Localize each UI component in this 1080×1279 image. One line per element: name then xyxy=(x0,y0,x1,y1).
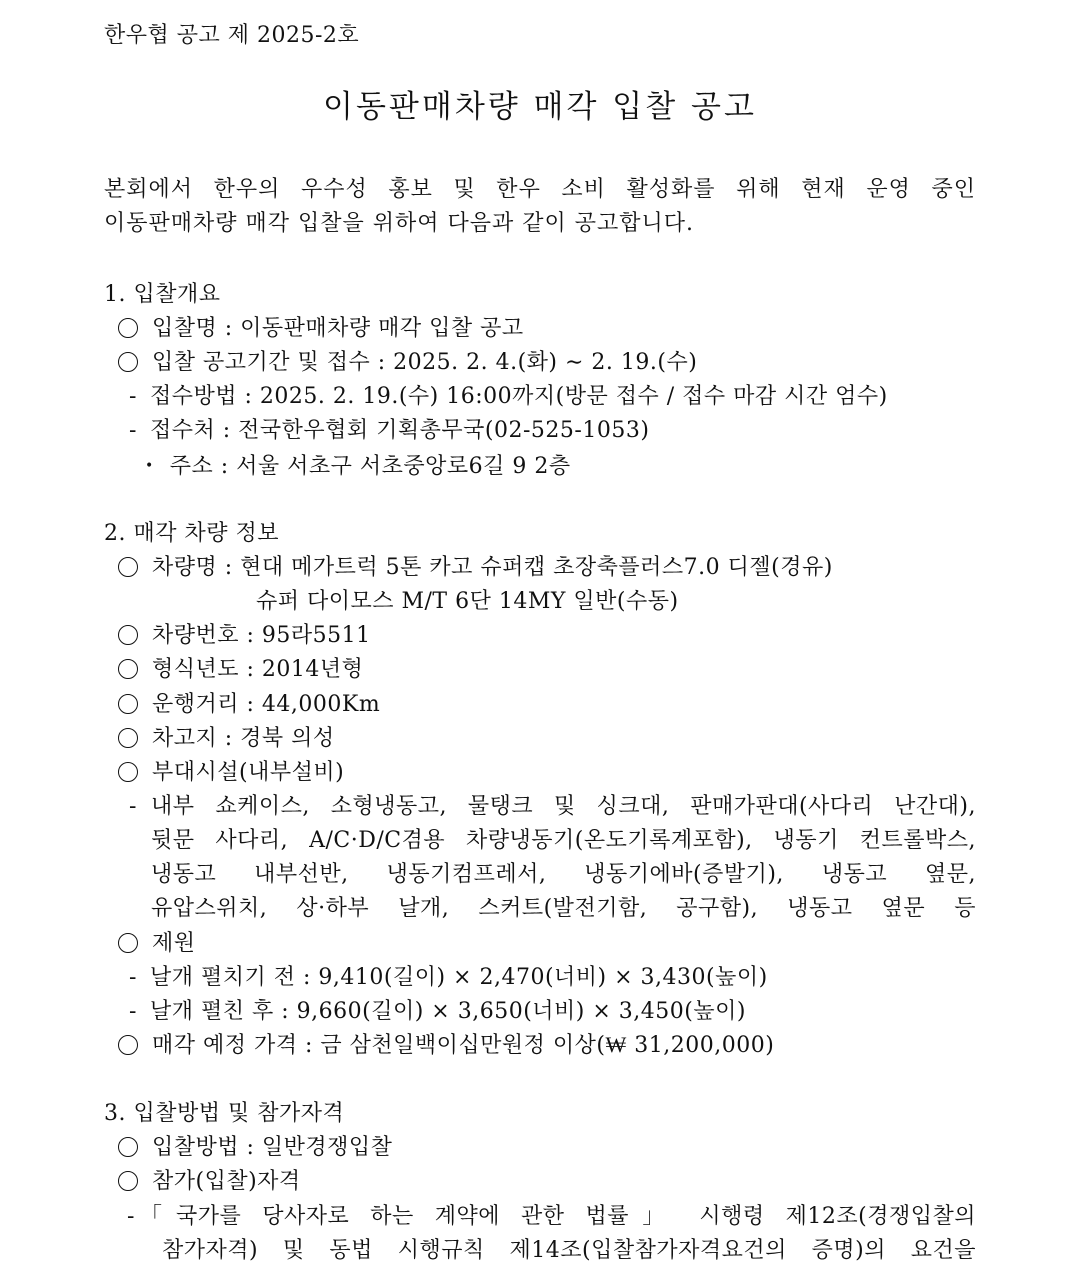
list-item: - 접수처 : 전국한우협회 기획총무국(02-525-1053) xyxy=(126,416,649,446)
list-item-continuation: 슈퍼 다이모스 M/T 6단 14MY 일반(수동) xyxy=(256,589,679,614)
list-item: 차고지 : 경북 의성 xyxy=(116,724,335,754)
circle-bullet-icon xyxy=(118,762,138,782)
intro-line-2: 이동판매차량 매각 입찰을 위하여 다음과 같이 공고합니다. xyxy=(104,211,695,236)
equipment-line-4: 유압스위치, 상·하부 날개, 스커트(발전기함, 공구함), 냉동고 옆문 등 xyxy=(151,896,976,921)
list-item: 운행거리 : 44,000Km xyxy=(116,690,380,720)
list-item: 제원 xyxy=(116,929,196,959)
circle-bullet-icon xyxy=(118,557,138,577)
equipment-line-1: 내부 쇼케이스, 소형냉동고, 물탱크 및 싱크대, 판매가판대(사다리 난간대), xyxy=(151,794,976,819)
dash-bullet-icon: - xyxy=(129,794,137,819)
circle-bullet-icon xyxy=(118,659,138,679)
list-item xyxy=(126,792,150,822)
list-item: 입찰 공고기간 및 접수 : 2025. 2. 4.(화) ∼ 2. 19.(수) xyxy=(116,348,697,378)
list-item: 입찰방법 : 일반경쟁입찰 xyxy=(116,1133,392,1163)
dash-bullet-icon: - xyxy=(129,965,137,990)
circle-bullet-icon xyxy=(118,728,138,748)
list-item: - 날개 펼치기 전 : 9,410(길이) × 2,470(너비) × 3,430(높이) xyxy=(126,963,768,993)
section-3-heading: 3. 입찰방법 및 참가자격 xyxy=(104,1101,345,1126)
list-item: 형식년도 : 2014년형 xyxy=(116,655,363,685)
equipment-line-2: 뒷문 사다리, A/C·D/C겸용 차량냉동기(온도기록계포함), 냉동기 컨트롤박스, xyxy=(151,828,976,853)
dot-bullet-icon: • xyxy=(145,458,154,474)
equipment-line-3: 냉동고 내부선반, 냉동기컴프레서, 냉동기에바(증발기), 냉동고 옆문, xyxy=(151,862,976,887)
circle-bullet-icon xyxy=(118,694,138,714)
circle-bullet-icon xyxy=(118,1035,138,1055)
list-item: 매각 예정 가격 : 금 삼천일백이십만원정 이상(₩ 31,200,000) xyxy=(116,1031,774,1061)
list-item xyxy=(126,1202,138,1232)
list-item: 참가(입찰)자격 xyxy=(116,1167,301,1197)
circle-bullet-icon xyxy=(118,352,138,372)
document-number: 한우협 공고 제 2025-2호 xyxy=(104,23,360,48)
circle-bullet-icon xyxy=(118,1137,138,1157)
list-item: 차량번호 : 95라5511 xyxy=(116,621,371,651)
document-title: 이동판매차량 매각 입찰 공고 xyxy=(323,89,757,125)
circle-bullet-icon xyxy=(118,625,138,645)
circle-bullet-icon xyxy=(118,318,138,338)
list-item: - 날개 펼친 후 : 9,660(길이) × 3,650(너비) × 3,450(높이) xyxy=(126,997,746,1027)
dash-bullet-icon: - xyxy=(127,1204,135,1229)
list-item: 부대시설(내부설비) xyxy=(116,758,344,788)
list-item: 차량명 : 현대 메가트럭 5톤 카고 슈퍼캡 초장축플러스7.0 디젤(경유) xyxy=(116,553,833,583)
circle-bullet-icon xyxy=(118,1171,138,1191)
section-2-heading: 2. 매각 차량 정보 xyxy=(104,521,279,546)
list-item: • 주소 : 서울 서초구 서초중앙로6길 9 2층 xyxy=(145,451,571,482)
qualification-line-2: 참가자격) 및 동법 시행규칙 제14조(입찰참가자격요건의 증명)의 요건을 xyxy=(162,1238,976,1263)
dash-bullet-icon: - xyxy=(129,999,137,1024)
dash-bullet-icon: - xyxy=(129,418,137,443)
intro-line-1: 본회에서 한우의 우수성 홍보 및 한우 소비 활성화를 위해 현재 운영 중인 xyxy=(104,177,976,202)
qualification-line-1: 「국가를 당사자로 하는 계약에 관한 법률」 시행령 제12조(경쟁입찰의 xyxy=(140,1204,976,1229)
circle-bullet-icon xyxy=(118,933,138,953)
section-1-heading: 1. 입찰개요 xyxy=(104,282,221,307)
dash-bullet-icon: - xyxy=(129,384,137,409)
list-item: - 접수방법 : 2025. 2. 19.(수) 16:00까지(방문 접수 / 접수 마감 시간 엄수) xyxy=(126,382,888,412)
list-item: 입찰명 : 이동판매차량 매각 입찰 공고 xyxy=(116,314,524,344)
